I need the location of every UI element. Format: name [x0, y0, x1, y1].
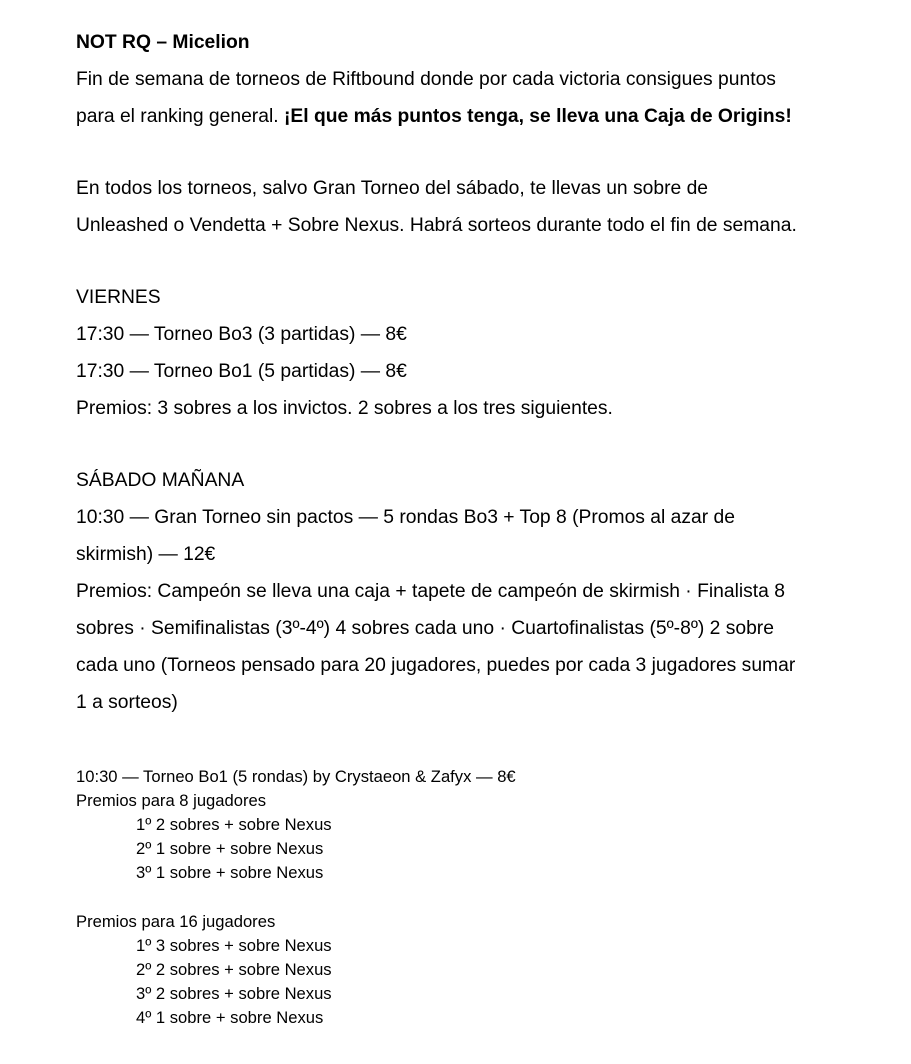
intro-line-2 [76, 98, 866, 135]
general-line-2: Unleashed o Vendetta + Sobre Nexus. Habrá sorteos durante todo el fin de semana. [76, 215, 797, 236]
bo1-event: 10:30 — Torneo Bo1 (5 rondas) by Crystaeon & Zafyx — 8€ [76, 767, 516, 786]
sabado-prizes-line-1: Premios: Campeón se lleva una caja + tapete de campeón de skirmish · Finalista 8 [76, 581, 785, 602]
spacer [76, 427, 866, 462]
bo1-group16-heading: Premios para 16 jugadores [76, 912, 276, 931]
bo1-group16-item: 1º 3 sobres + sobre Nexus [136, 936, 332, 955]
sabado-event-line-1: 10:30 — Gran Torneo sin pactos — 5 rondas Bo3 + Top 8 (Promos al azar de [76, 507, 735, 528]
sabado-prizes-line-3: cada uno (Torneos pensado para 20 jugadores, puedes por cada 3 jugadores sumar [76, 655, 796, 676]
viernes-event-2: 17:30 — Torneo Bo1 (5 partidas) — 8€ [76, 361, 407, 382]
intro-line-2-bold: ¡El que más puntos tenga, se lleva una Caja de Origins! [283, 106, 792, 127]
bo1-group16-item: 4º 1 sobre + sobre Nexus [136, 1008, 324, 1027]
bo1-group8-item: 2º 1 sobre + sobre Nexus [136, 839, 324, 858]
bo1-group8-heading: Premios para 8 jugadores [76, 791, 267, 810]
document-title: NOT RQ – Micelion [76, 32, 250, 53]
sabado-event-line-2: skirmish) — 12€ [76, 544, 216, 565]
intro-line-2-normal: para el ranking general. [76, 106, 284, 127]
spacer [76, 135, 866, 170]
bo1-group16-item: 3º 2 sobres + sobre Nexus [136, 984, 332, 1003]
intro-line-1: Fin de semana de torneos de Riftbound donde por cada victoria consigues puntos [76, 69, 776, 90]
spacer [76, 721, 866, 765]
sabado-prizes-line-2: sobres · Semifinalistas (3º-4º) 4 sobres cada uno · Cuartofinalistas (5º-8º) 2 sobre [76, 618, 774, 639]
bo1-group16-item: 2º 2 sobres + sobre Nexus [136, 960, 332, 979]
general-line-1: En todos los torneos, salvo Gran Torneo del sábado, te llevas un sobre de [76, 178, 709, 199]
viernes-event-1: 17:30 — Torneo Bo3 (3 partidas) — 8€ [76, 324, 407, 345]
spacer [76, 244, 866, 279]
document-body [76, 24, 866, 1030]
spacer [76, 885, 866, 910]
viernes-heading: VIERNES [76, 287, 161, 308]
bo1-group8-item: 1º 2 sobres + sobre Nexus [136, 815, 332, 834]
bo1-group8-item: 3º 1 sobre + sobre Nexus [136, 863, 324, 882]
viernes-prizes: Premios: 3 sobres a los invictos. 2 sobres a los tres siguientes. [76, 398, 613, 419]
sabado-prizes-line-4: 1 a sorteos) [76, 692, 178, 713]
sabado-heading: SÁBADO MAÑANA [76, 470, 245, 491]
